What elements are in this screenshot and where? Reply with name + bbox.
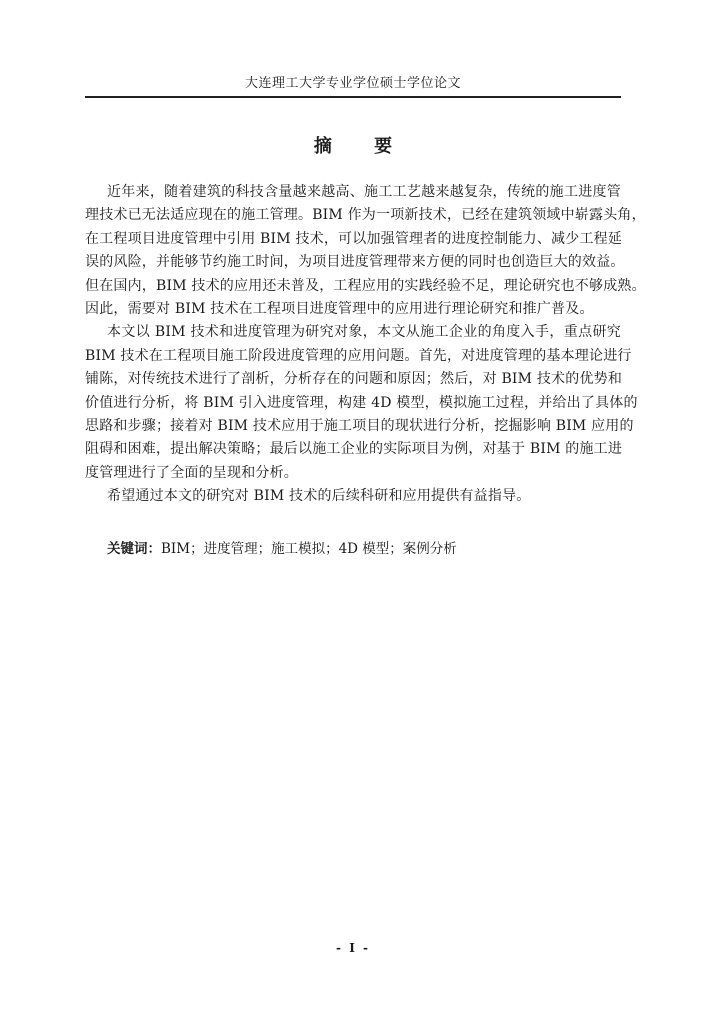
abstract-p1-line: 因此，需要对 BIM 技术在工程项目进度管理中的应用进行理论研究和推广普及。 <box>85 300 594 317</box>
abstract-p1-line: 在工程项目进度管理中引用 BIM 技术，可以加强管理者的进度控制能力、减少工程延 <box>85 230 623 247</box>
abstract-p2-line: 思路和步骤；接着对 BIM 技术应用于施工项目的现状进行分析，挖掘影响 BIM 应用的 <box>85 417 634 434</box>
abstract-p1-line: 近年来，随着建筑的科技含量越来越高、施工工艺越来越复杂，传统的施工进度管 <box>107 184 621 200</box>
header-rule <box>85 96 621 98</box>
keywords-label: 关键词： <box>107 541 161 557</box>
keywords-list: BIM；进度管理；施工模拟；4D 模型；案例分析 <box>161 541 457 557</box>
keywords <box>107 538 457 560</box>
abstract-p2-line: BIM 技术在工程项目施工阶段进度管理的应用问题。首先，对进度管理的基本理论进行 <box>85 347 632 364</box>
abstract-body <box>85 181 646 508</box>
running-header: 大连理工大学专业学位硕士学位论文 <box>244 76 461 91</box>
abstract-p2-line: 铺陈，对传统技术进行了剖析，分析存在的问题和原因；然后，对 BIM 技术的优势和 <box>85 371 623 388</box>
abstract-p3-line: 希望通过本文的研究对 BIM 技术的后续科研和应用提供有益指导。 <box>107 488 531 505</box>
abstract-p2-line: 本文以 BIM 技术和进度管理为研究对象，本文从施工企业的角度入手，重点研究 <box>107 324 621 341</box>
abstract-p1-line: 但在国内，BIM 技术的应用还未普及，工程应用的实践经验不足，理论研究也不够成熟。 <box>85 277 646 294</box>
page-number: - I - <box>336 941 370 955</box>
abstract-p2-line: 价值进行分析，将 BIM 引入进度管理，构建 4D 模型，模拟施工过程，并给出了具体的 <box>85 394 638 411</box>
abstract-title: 摘 要 <box>313 136 411 157</box>
abstract-p2-line: 度管理进行了全面的呈现和分析。 <box>85 464 298 481</box>
abstract-p2-line: 阻碍和困难，提出解决策略；最后以施工企业的实际项目为例，对基于 BIM 的施工进 <box>85 441 623 458</box>
abstract-p1-line: 误的风险，并能够节约施工时间，为项目进度管理带来方便的同时也创造巨大的效益。 <box>85 254 625 271</box>
abstract-p1-line: 理技术已无法适应现在的施工管理。BIM 作为一项新技术，已经在建筑领域中崭露头角， <box>85 207 646 224</box>
